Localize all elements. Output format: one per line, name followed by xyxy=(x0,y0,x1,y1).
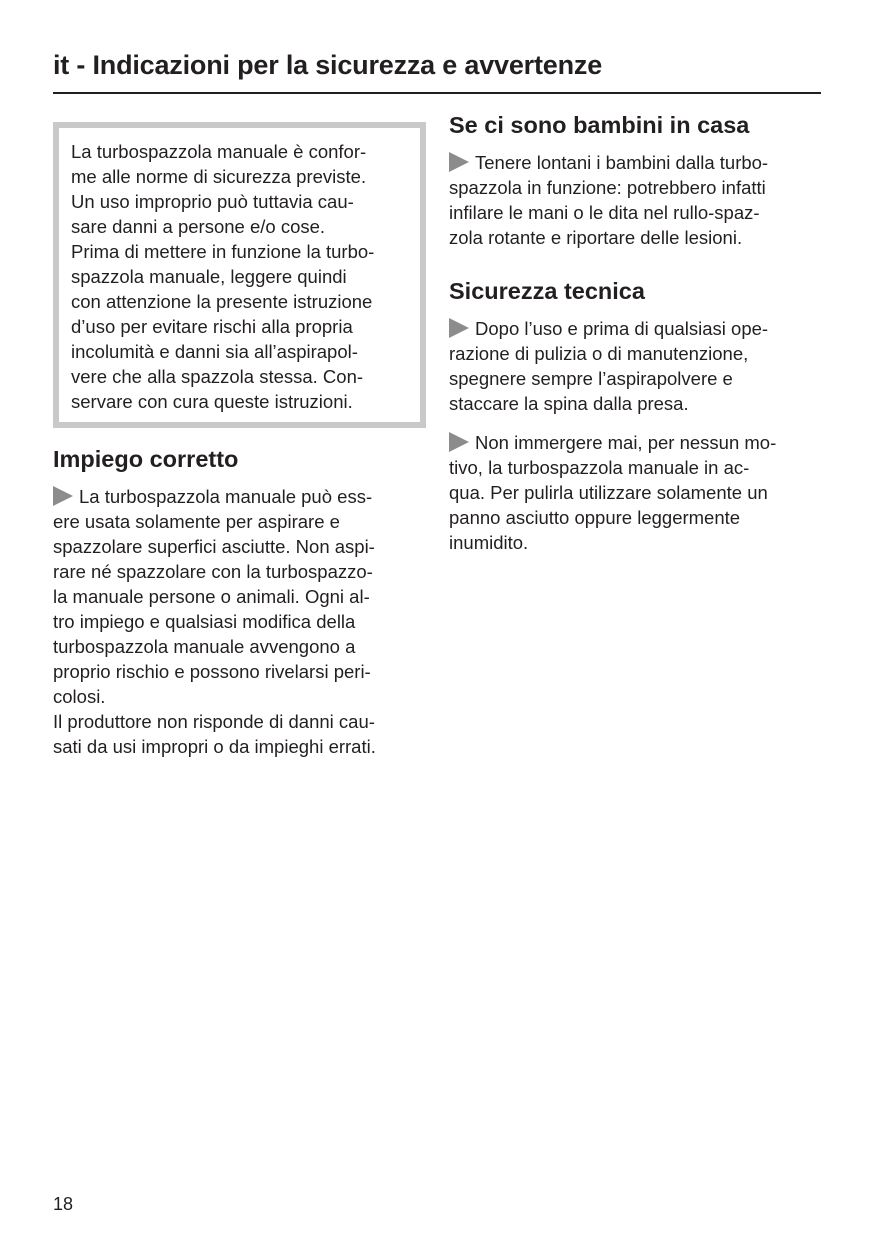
left-column xyxy=(53,110,426,759)
paragraph-impiego-corretto xyxy=(53,484,426,759)
paragraph-bambini xyxy=(449,150,821,250)
paragraph-text: Tenere lontani i bambini dalla turbo- spazzola in funzione: potrebbero infatti infilare le mani o le dita nel rullo-spaz- zola rotante e riportare delle lesioni. xyxy=(449,152,769,248)
page-title: it - Indicazioni per la sicurezza e avvertenze xyxy=(53,50,603,80)
safety-notice-text: La turbospazzola manuale è confor- me alle norme di sicurezza previste. Un uso improprio può tuttavia cau- sare danni a persone e/o cose. Prima di mettere in funzione la turbo- spazzola manuale, leggere quindi con attenzione la presente istruzione d’uso per evitare rischi alla propria incolumità e danni sia all’aspirapol- vere che alla spazzola stessa. Con- servare con cura queste istruzioni. xyxy=(59,128,420,422)
safety-notice-box xyxy=(53,122,426,428)
section-heading-bambini: Se ci sono bambini in casa xyxy=(449,112,750,138)
section-heading-impiego-corretto: Impiego corretto xyxy=(53,446,239,472)
section-heading-sicurezza-tecnica: Sicurezza tecnica xyxy=(449,278,645,304)
paragraph-text: Non immergere mai, per nessun mo- tivo, la turbospazzola manuale in ac- qua. Per pulirla utilizzare solamente un panno asciutto oppure leggermente inumidito. xyxy=(449,432,777,553)
paragraph-text: Dopo l’uso e prima di qualsiasi ope- razione di pulizia o di manutenzione, spegnere sempre l’aspirapolvere e staccare la spina dalla presa. xyxy=(449,318,769,414)
paragraph-sicurezza-tecnica-2 xyxy=(449,430,821,555)
right-column xyxy=(449,110,821,555)
bullet-arrow-icon xyxy=(449,152,469,172)
bullet-arrow-icon xyxy=(449,432,469,452)
page-number: 18 xyxy=(53,1194,74,1214)
paragraph-sicurezza-tecnica-1 xyxy=(449,316,821,416)
page-header xyxy=(53,46,821,94)
bullet-arrow-icon xyxy=(449,318,469,338)
paragraph-text: La turbospazzola manuale può ess- ere usata solamente per aspirare e spazzolare superfici asciutte. Non aspi- rare né spazzolare con la turbospazzo- la manuale persone o animali. Ogni al- tro impiego e qualsiasi modifica della turbospazzola manuale avvengono a proprio rischio e possono rivelarsi peri- colosi. Il produttore non risponde di danni cau- sati da usi impropri o da impieghi errati. xyxy=(53,486,376,757)
bullet-arrow-icon xyxy=(53,486,73,506)
